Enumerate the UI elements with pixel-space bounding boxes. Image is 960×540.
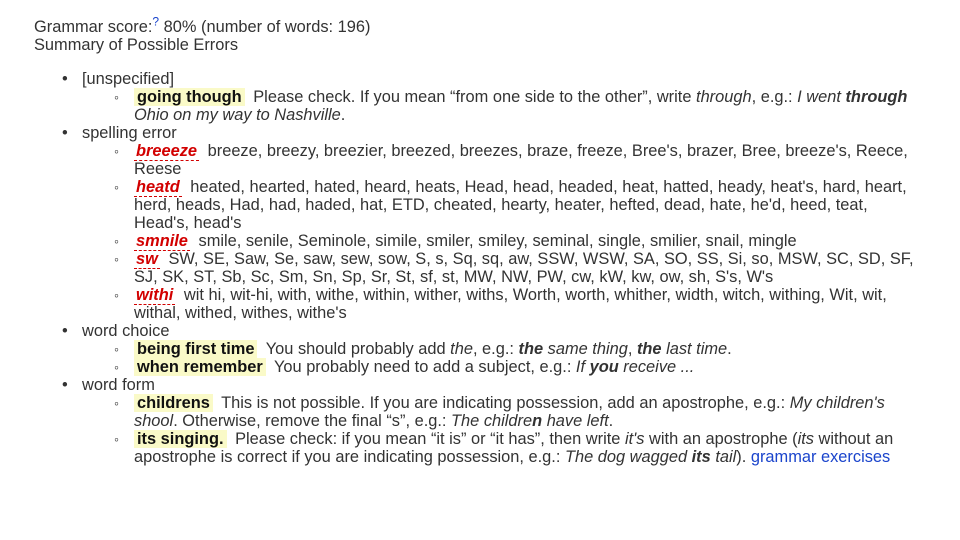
flagged-phrase[interactable]: childrens bbox=[134, 394, 213, 412]
example-bold-text: n bbox=[532, 412, 543, 430]
example-text: Ohio on my way to Nashville bbox=[134, 106, 341, 124]
example-text: receive ... bbox=[618, 358, 695, 376]
grammar-score-line bbox=[34, 14, 960, 36]
explanation-text: without an apostrophe is correct if you are indicating possession, e.g.: bbox=[134, 430, 894, 466]
misspelled-word[interactable]: breeeze bbox=[136, 142, 198, 160]
flagged-phrase[interactable]: its singing. bbox=[134, 430, 227, 448]
example-bold-text: the bbox=[518, 340, 544, 358]
example-bold-text: its bbox=[691, 448, 711, 466]
explanation-text: . bbox=[727, 340, 732, 358]
category-spelling-error bbox=[34, 124, 960, 322]
error-item-list bbox=[82, 394, 960, 466]
error-item bbox=[82, 358, 960, 376]
example-text: I went bbox=[797, 88, 846, 106]
suggestion-list: wit hi, wit-hi, with, withe, within, wither, withs, Worth, worth, whither, width, witch, withing, Wit, wit, withal, withed, withes, withe's bbox=[134, 286, 887, 322]
error-item bbox=[82, 430, 960, 466]
example-bold-text: the bbox=[636, 340, 662, 358]
explanation-text: , e.g.: bbox=[751, 88, 798, 106]
example-bold-text: through bbox=[845, 88, 908, 106]
spelling-item bbox=[82, 178, 960, 232]
explanation-text: with an apostrophe ( bbox=[644, 430, 798, 448]
spelling-item bbox=[82, 250, 960, 286]
category-name: word form bbox=[82, 376, 155, 394]
error-item bbox=[82, 340, 960, 358]
error-item-list bbox=[82, 340, 960, 376]
spelling-item bbox=[82, 286, 960, 322]
example-text: The dog wagged bbox=[564, 448, 692, 466]
category-name: spelling error bbox=[82, 124, 177, 142]
example-text: it's bbox=[624, 430, 645, 448]
example-bold-text: you bbox=[589, 358, 619, 376]
category-name: [unspecified] bbox=[82, 70, 175, 88]
example-text: tail bbox=[710, 448, 737, 466]
grammar-exercises-link[interactable]: grammar exercises bbox=[750, 448, 891, 466]
spelling-item bbox=[82, 232, 960, 250]
summary-title: Summary of Possible Errors bbox=[34, 36, 239, 54]
explanation-text: . Otherwise, remove the final “s”, e.g.: bbox=[173, 412, 452, 430]
flagged-phrase[interactable]: going though bbox=[134, 88, 245, 106]
example-text: My children's shool bbox=[134, 394, 885, 430]
example-text: The childre bbox=[451, 412, 533, 430]
category-word-choice bbox=[34, 322, 960, 376]
explanation-text: You should probably add bbox=[265, 340, 451, 358]
explanation-text: . bbox=[608, 412, 614, 430]
help-icon[interactable]: ? bbox=[152, 14, 160, 29]
example-text: last time bbox=[661, 340, 728, 358]
error-item bbox=[82, 88, 960, 124]
explanation-text: Please check. If you mean “from one side to the other”, write bbox=[253, 88, 697, 106]
score-label: Grammar score: bbox=[34, 18, 153, 36]
error-item-list bbox=[82, 142, 960, 322]
category-unspecified bbox=[34, 70, 960, 124]
misspelled-word[interactable]: sw bbox=[136, 250, 158, 268]
error-category-list bbox=[34, 70, 960, 466]
category-name: word choice bbox=[82, 322, 170, 340]
suggestion-list: smile, senile, Seminole, simile, smiler, smiley, seminal, single, smilier, snail, mingle bbox=[198, 232, 797, 250]
error-item-list bbox=[82, 88, 960, 124]
explanation-text: , bbox=[627, 340, 637, 358]
explanation-text: ). bbox=[736, 448, 751, 466]
example-text: same thing bbox=[543, 340, 628, 358]
misspelled-word[interactable]: heatd bbox=[136, 178, 180, 196]
suggestion-list: heated, hearted, hated, heard, heats, Head, head, headed, heat, hatted, heady, heat's, hard, heart, herd, heads, Had, had, haded, hat, ETD, cheated, hearty, heater, hefted, dead, hate, he'd, heed, teat, Head's, head's bbox=[134, 178, 907, 232]
spelling-item bbox=[82, 142, 960, 178]
suggestion-list: SW, SE, Saw, Se, saw, sew, sow, S, s, Sq, sq, aw, SSW, WSW, SA, SO, SS, Si, so, MSW, SC, SD, SF, SJ, SK, ST, Sb, Sc, Sm, Sn, Sp, Sr, St, sf, st, MW, NW, PW, cw, kW, kw, ow, sh, S's, W's bbox=[134, 250, 914, 286]
example-text: the bbox=[450, 340, 473, 358]
misspelled-word[interactable]: withi bbox=[136, 286, 174, 304]
flagged-phrase[interactable]: being first time bbox=[134, 340, 257, 358]
explanation-text: , e.g.: bbox=[472, 340, 519, 358]
example-text: If bbox=[575, 358, 590, 376]
score-value: 80% (number of words: 196) bbox=[163, 18, 371, 36]
error-item bbox=[82, 394, 960, 430]
explanation-text: This is not possible. If you are indicating possession, add an apostrophe, e.g.: bbox=[221, 394, 790, 412]
explanation-text: Please check: if you mean “it is” or “it has”, then write bbox=[235, 430, 625, 448]
flagged-phrase[interactable]: when remember bbox=[134, 358, 266, 376]
example-text: have left bbox=[542, 412, 609, 430]
explanation-text: . bbox=[340, 106, 346, 124]
example-text: its bbox=[797, 430, 814, 448]
suggestion-list: breeze, breezy, breezier, breezed, breezes, braze, freeze, Bree's, brazer, Bree, breeze's, Reece, Reese bbox=[134, 142, 908, 178]
example-text: through bbox=[696, 88, 752, 106]
category-word-form bbox=[34, 376, 960, 466]
explanation-text: You probably need to add a subject, e.g.: bbox=[273, 358, 576, 376]
misspelled-word[interactable]: smnile bbox=[136, 232, 188, 250]
